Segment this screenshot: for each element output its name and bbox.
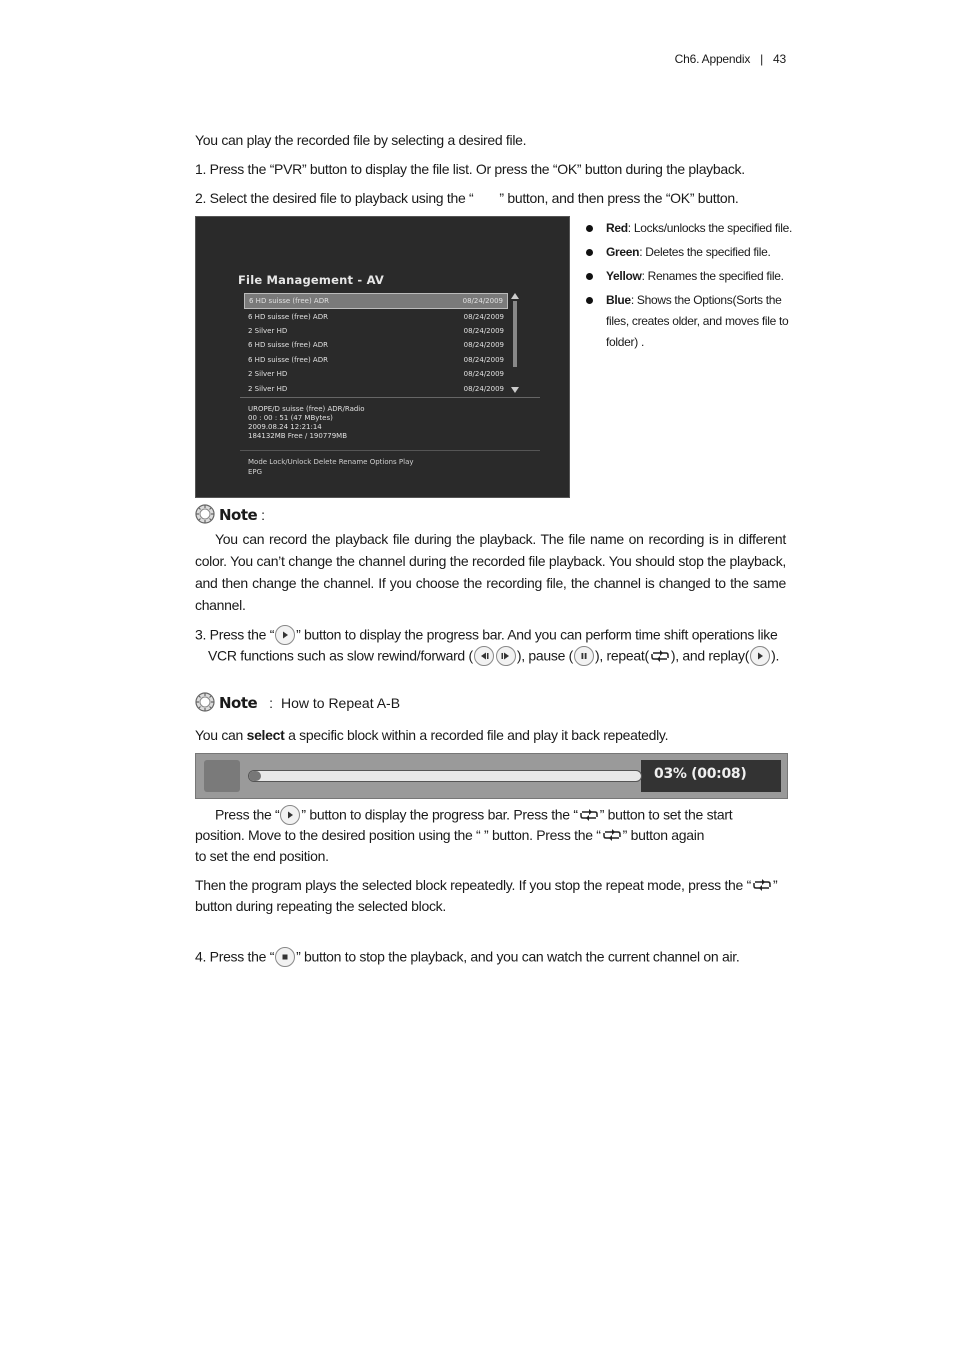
screen-footer: Mode Lock/Unlock Delete Rename Options Play EPG: [248, 458, 414, 476]
step-2-before: 2. Select the desired file to playback using the “: [195, 190, 474, 206]
progress-bar-screenshot: [195, 753, 788, 799]
file-list: [244, 293, 508, 396]
note-label: Note: [219, 506, 258, 524]
note-icon: [195, 504, 215, 524]
bullet-dot-icon: [586, 249, 593, 256]
progress-track: [248, 770, 642, 782]
file-row: 6 HD suisse (free) ADR 08/24/2009: [248, 341, 504, 350]
scrollbar: [511, 293, 519, 393]
repeat-icon: [751, 878, 773, 892]
repeat-icon: [601, 828, 623, 842]
bullet-dot-icon: [586, 273, 593, 280]
play-icon: [275, 625, 295, 645]
note-icon: [195, 692, 215, 712]
file-row: 2 Silver HD 08/24/2009: [248, 370, 504, 379]
list-item: Yellow: Renames the specified file.: [584, 266, 794, 287]
repeat-line-3: to set the end position.: [195, 848, 329, 864]
file-row: 2 Silver HD 08/24/2009: [248, 384, 504, 393]
then-line-2: button during repeating the selected block.: [195, 898, 446, 914]
step-1: 1. Press the “PVR” button to display the file list. Or press the “OK” button during the playback.: [195, 161, 745, 177]
color-button-list: [584, 218, 794, 356]
repeat-line-2: position. Move to the desired position using the “ ” button. Press the “ ” button again: [195, 827, 705, 843]
progress-label: 03% (00:08): [654, 766, 747, 782]
step-4: 4. Press the “ ” button to stop the playback, and you can watch the current channel on air.: [195, 948, 739, 968]
note-label: Note: [219, 694, 258, 712]
header-separator: |: [760, 52, 764, 66]
select-line: You can select a specific block within a recorded file and play it back repeatedly.: [195, 727, 669, 743]
page-number: 43: [773, 52, 786, 66]
stop-icon: [275, 947, 295, 967]
page-header: [675, 52, 786, 66]
then-line-1: Then the program plays the selected block repeatedly. If you stop the repeat mode, press the “ ”: [195, 877, 778, 893]
progress-fill: [249, 771, 261, 781]
chapter-label: Ch6. Appendix: [674, 52, 751, 66]
file-row: 6 HD suisse (free) ADR 08/24/2009: [244, 293, 508, 309]
step-3-cont: VCR functions such as slow rewind/forward ( ), pause ( ), repeat( ), and replay( ).: [208, 647, 779, 667]
note-heading: Note :: [195, 506, 265, 526]
file-row: 2 Silver HD 08/24/2009: [248, 326, 504, 335]
pause-icon: [574, 646, 594, 666]
bullet-dot-icon: [586, 297, 593, 304]
list-item: Red: Locks/unlocks the specified file.: [584, 218, 794, 239]
file-management-screenshot: [195, 216, 570, 498]
note-title: How to Repeat A-B: [280, 695, 401, 711]
play-icon: [280, 805, 300, 825]
note-heading-repeat: Note : How to Repeat A-B: [195, 694, 400, 714]
list-item: Blue: Shows the Options(Sorts the files, creates older, and moves file to folder) .: [584, 290, 794, 353]
step-2-after: ” button, and then press the “OK” button.: [499, 190, 739, 206]
repeat-line-1: Press the “ ” button to display the progress bar. Press the “ ” button to set the start: [215, 806, 732, 826]
screen-title: File Management - AV: [238, 273, 384, 287]
forward-icon: [496, 646, 516, 666]
file-info: UROPE/D suisse (free) ADR/Radio 00 : 00 : 51 (47 MBytes) 2009.08.24 12:21:14 184132MB Free / 190779MB: [248, 405, 365, 440]
file-row: 6 HD suisse (free) ADR 08/24/2009: [248, 312, 504, 321]
rewind-icon: [474, 646, 494, 666]
bullet-dot-icon: [586, 225, 593, 232]
step-3: 3. Press the “ ” button to display the progress bar. And you can perform time shift operations like: [195, 626, 777, 646]
intro-text: You can play the recorded file by selecting a desired file.: [195, 132, 527, 148]
repeat-icon: [649, 649, 671, 663]
file-row: 6 HD suisse (free) ADR 08/24/2009: [248, 355, 504, 364]
repeat-icon: [578, 808, 600, 822]
list-item: Green: Deletes the specified file.: [584, 242, 794, 263]
replay-icon: [750, 646, 770, 666]
note-body: You can record the playback file during the playback. The file name on recording is in different color. You can’t change the channel during the recorded file playback. You should stop the playback, and then change the channel. If you choose the recording file, the channel is changed to the same channel.: [195, 531, 786, 613]
step-2: [195, 190, 738, 206]
